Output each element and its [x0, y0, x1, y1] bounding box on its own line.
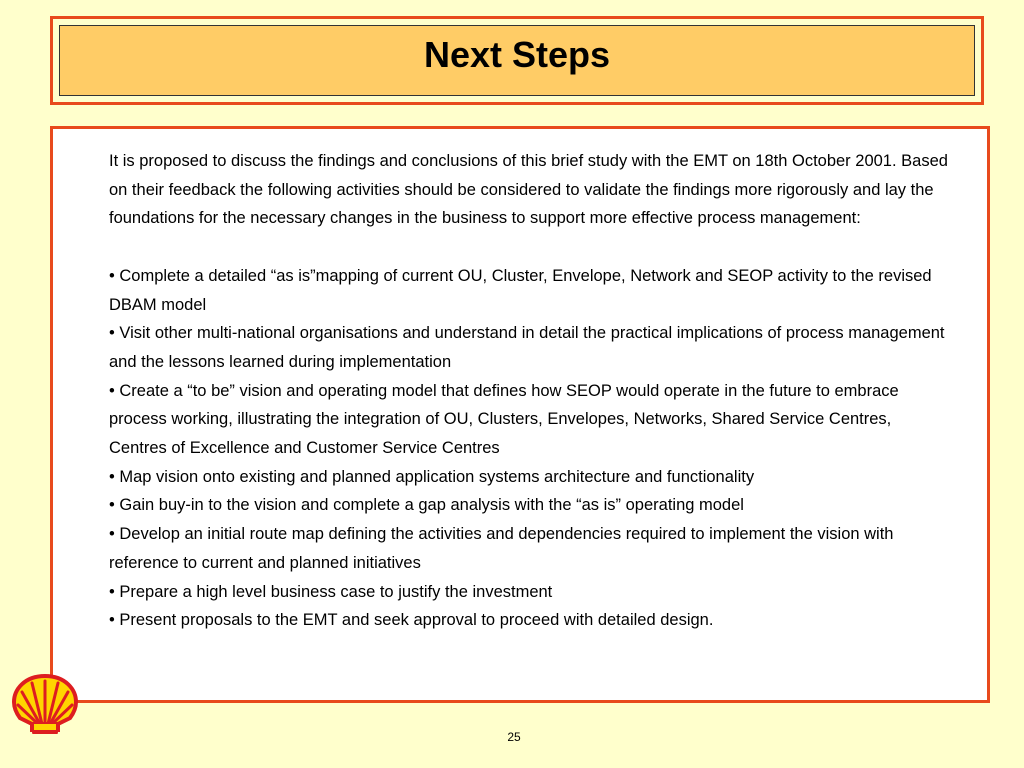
title-box	[59, 25, 975, 96]
bullet-item: • Create a “to be” vision and operating model that defines how SEOP would operate in the future to embrace process working, illustrating the integration of OU, Clusters, Envelopes, Networks, Shared Service Centres, Centres of Excellence and Customer Service Centres	[109, 381, 899, 458]
bullet-item: • Map vision onto existing and planned application systems architecture and functionality	[109, 467, 755, 486]
page-number: 25	[507, 730, 521, 744]
title-frame	[50, 16, 984, 105]
shell-logo-icon	[10, 672, 80, 736]
page-title: Next Steps	[423, 33, 611, 75]
bullet-item: • Prepare a high level business case to justify the investment	[109, 582, 553, 601]
bullet-item: • Gain buy-in to the vision and complete a gap analysis with the “as is” operating model	[109, 496, 744, 515]
bullet-item: • Visit other multi-national organisations and understand in detail the practical implications of process management and the lessons learned during implementation	[109, 324, 945, 371]
bullet-item: • Develop an initial route map defining the activities and dependencies required to implement the vision with reference to current and planned initiatives	[109, 525, 894, 572]
bullet-item: • Present proposals to the EMT and seek approval to proceed with detailed design.	[109, 611, 714, 630]
content-frame	[50, 126, 990, 703]
intro-paragraph: It is proposed to discuss the findings and conclusions of this brief study with the EMT on 18th October 2001. Based on their feedback the following activities should be considered to validate the findings more rigorously and lay the foundations for the necessary changes in the business to support more effective process management:	[109, 152, 948, 228]
bullet-item: • Complete a detailed “as is”mapping of current OU, Cluster, Envelope, Network and SEOP activity to the revised DBAM model	[109, 266, 932, 314]
paragraph-spacer	[109, 233, 949, 262]
content-body	[109, 147, 949, 635]
